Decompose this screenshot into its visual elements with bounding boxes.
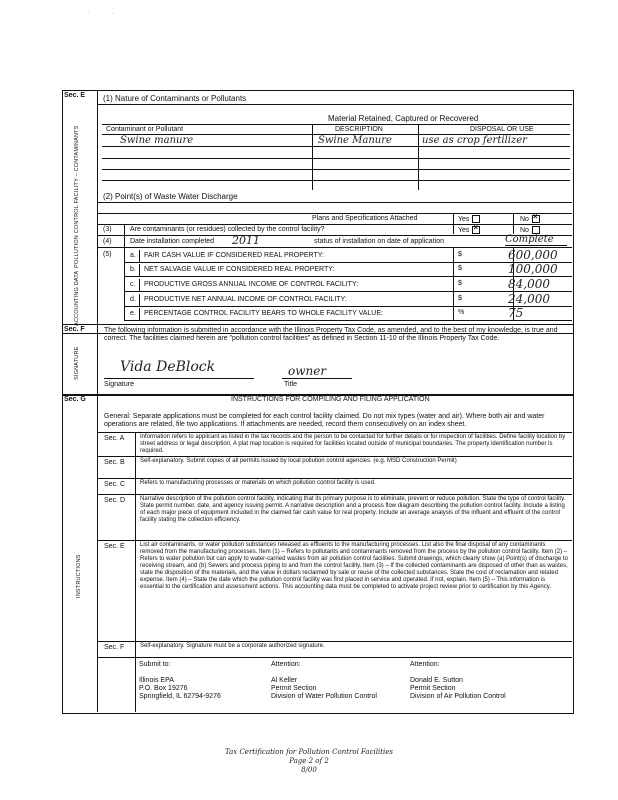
- instruction-row-line: [97, 456, 572, 457]
- q5-letter-divider: [139, 264, 140, 277]
- instruction-row-line: [97, 641, 572, 642]
- address-air: Donald E. Sutton Permit Section Division of Air Pollution Control: [410, 677, 506, 700]
- q3-no[interactable]: No: [520, 226, 540, 235]
- q3-text: Are contaminants (or residues) collected by the control facility?: [130, 226, 325, 233]
- item1-title: (1) Nature of Contaminants or Pollutants: [103, 94, 247, 103]
- row1-disposal: use as crop fertilizer: [422, 135, 527, 146]
- q5-num: (5): [103, 251, 112, 258]
- instruction-row-line: [97, 432, 572, 433]
- col-disposal: DISPOSAL OR USE: [470, 126, 534, 133]
- q5-letter: b.: [130, 266, 136, 273]
- item2-title: (2) Point(s) of Waste Water Discharge: [103, 192, 238, 201]
- q5-value: 600,000: [508, 248, 558, 262]
- sec-f-label: Sec. F: [64, 326, 85, 333]
- q5-letter-divider: [139, 279, 140, 292]
- signature-label: Signature: [104, 381, 134, 388]
- q5-row-line: [124, 276, 572, 277]
- q5-letter: e.: [130, 310, 136, 317]
- sec-g-side-label: INSTRUCTIONS: [76, 554, 82, 598]
- q4-date: 2011: [232, 234, 312, 248]
- q5-value: 24,000: [508, 292, 550, 306]
- sec-e-label: Sec. E: [64, 92, 86, 99]
- q4-text-a: Date installation completed: [130, 238, 215, 245]
- q5-value: 100,000: [508, 262, 558, 276]
- submit-to-label: Submit to:: [139, 661, 171, 668]
- instructions-heading: INSTRUCTIONS FOR COMPILING AND FILING APPLICATION: [231, 396, 430, 403]
- title-value: owner: [288, 364, 327, 378]
- q5-text: FAIR CASH VALUE IF CONSIDERED REAL PROPERTY:: [144, 252, 324, 259]
- q5-unit: $: [458, 280, 462, 287]
- q5-value: 84,000: [508, 277, 550, 291]
- footer: [0, 748, 618, 775]
- general-instructions: General: Separate applications must be completed for each control facility claimed. Do not mix types (water and air). Where both air and water operations are related, file two applications. If attachments are needed, record them consecutively on an index sheet.: [104, 413, 545, 428]
- q3-yes[interactable]: Yes×: [458, 226, 480, 235]
- instruction-text: Self-explanatory. Signature must be a corporate authorized signature.: [140, 643, 325, 649]
- instruction-sec-label: Sec. B: [104, 459, 125, 466]
- sec-e-side-label-2: ACCOUNTING DATA: [74, 270, 80, 326]
- plans-yes[interactable]: Yes: [458, 215, 480, 224]
- q5-row-line: [124, 306, 572, 307]
- instruction-text: Refers to manufacturing processes or materials on which pollution control facility is used.: [140, 480, 376, 486]
- instruction-text: List air contaminants, or water pollution substances released as effluents to the manufacturing processes. List also the final disposal of any contaminants removed from the manufacturing processes. Item (1) – Refers to pollutants and contaminants removed from the process by the pollution control facility. Item (2) – Refers to water pollution but can apply to water-carried wastes from air pollution control facilities. Submit drawings, which clearly show (a) Point(s) of discharge to receiving stream, and (b) Sewers and process piping to and from the control facility. Item (3) – If the collected contaminants are disposed of other than as wastes, state the disposition of the materials, and the value in dollars reclaimed by sale or reuse of the collected substances. State the cost of reclamation and related expense. Item (4) – State the date which the pollution control facility was first placed in service and operated. If not, explain. Item (5) – This information is essential to the certification and assessment actions. This accounting data must be completed to activate project review prior to certification by this Agency.: [140, 542, 568, 590]
- instruction-col-divider: [135, 494, 136, 540]
- instruction-col-divider: [135, 540, 136, 641]
- instruction-sec-label: Sec. F: [104, 644, 125, 651]
- attention-label-2: Attention:: [410, 661, 440, 668]
- instruction-row-line: [97, 540, 572, 541]
- row1-contaminant: Swine manure: [120, 135, 194, 146]
- q5-letter-divider: [139, 308, 140, 321]
- instruction-text: Information refers to applicant as listed in the tax records and the person to be contacted for further details or for inspection of facilities. Define facility location by street address or legal description. A plat map location is required for facilities located outside of municipal boundaries. The property identification number is required.: [140, 434, 566, 454]
- q5-unit: $: [458, 295, 462, 302]
- q4-status: Complete: [505, 234, 567, 246]
- sec-e-side-label-1: POLLUTION CONTROL FACILITY – CONTAMINANTS: [74, 125, 80, 268]
- footer-line-2: Page 2 of 2: [289, 757, 329, 765]
- q5-text: NET SALVAGE VALUE IF CONSIDERED REAL PROPERTY:: [144, 266, 335, 273]
- title-label: Title: [284, 381, 297, 388]
- footer-line-3: 8/00: [301, 766, 317, 774]
- row1-description: Swine Manure: [318, 135, 392, 146]
- instruction-col-divider: [135, 478, 136, 494]
- plans-label: Plans and Specifications Attached: [312, 215, 418, 222]
- address-water: Al Keller Permit Section Division of Water Pollution Control: [271, 677, 377, 700]
- signature: Vida DeBlock: [120, 359, 216, 375]
- q5-text: PERCENTAGE CONTROL FACILITY BEARS TO WHOLE FACILITY VALUE:: [144, 310, 383, 317]
- instruction-sec-label: Sec. C: [104, 481, 126, 488]
- q5-letter: d.: [130, 296, 136, 303]
- instruction-text: Self-explanatory. Submit copies of all permits issued by local pollution control agencies. (e.g. MSD Construction Permit): [140, 458, 457, 464]
- sec-f-text: The following information is submitted in accordance with the Illinois Property Tax Code, as amended, and to the best of my knowledge, is true and correct. The facilities claimed herein are "pollution control facilities" as defined in Section 11-10 of the Illinois Property Tax Code.: [104, 327, 558, 342]
- instruction-text: Narrative description of the pollution control facility, indicating that its primary purpose is to eliminate, prevent or reduce pollution. State the type of control facility. State permit number, date, and agency issuing permit. A narrative description and a process flow diagram describing the pollution control facility. Include a listing of each major piece of equipment included in the claimed fair cash value for real property. Include an average analysis of the influent and effluent of the control facility stating the collection efficiency.: [140, 496, 566, 523]
- instruction-sec-label: Sec. D: [104, 497, 126, 504]
- instruction-col-divider: [135, 456, 136, 478]
- q4-text-b: status of installation on date of application: [314, 238, 444, 245]
- col-contaminant: Contaminant or Pollutant: [106, 126, 184, 133]
- instruction-sec-label: Sec. A: [104, 435, 125, 442]
- instruction-row-line: [97, 478, 572, 479]
- sec-g-label: Sec. G: [64, 396, 86, 403]
- q5-unit: $: [458, 251, 462, 258]
- instruction-sec-label: Sec. E: [104, 543, 125, 550]
- instruction-col-divider: [135, 641, 136, 657]
- q5-value: 75: [508, 306, 524, 320]
- material-header: Material Retained, Captured or Recovered: [328, 114, 479, 123]
- q5-text: PRODUCTIVE GROSS ANNUAL INCOME OF CONTROL FACILITY:: [144, 281, 359, 288]
- q5-letter-divider: [139, 250, 140, 263]
- q4-num: (4): [103, 238, 112, 245]
- q5-row-line: [124, 320, 572, 321]
- sec-f-side-label: SIGNATURE: [74, 346, 80, 380]
- instruction-col-divider: [135, 432, 136, 456]
- q5-row-line: [124, 262, 572, 263]
- scan-speck: .: [88, 8, 90, 14]
- q5-letter: a.: [130, 252, 136, 259]
- q3-num: (3): [103, 226, 112, 233]
- q5-unit: %: [458, 309, 465, 316]
- col-description: DESCRIPTION: [335, 126, 383, 133]
- sec-e-divider: [97, 90, 98, 332]
- q5-letter: c.: [130, 281, 136, 288]
- plans-no[interactable]: No×: [520, 215, 540, 224]
- instruction-row-line: [97, 494, 572, 495]
- q5-unit: $: [458, 265, 462, 272]
- q5-row-line: [124, 291, 572, 292]
- footer-line-1: Tax Certification for Pollution Control Facilities: [224, 748, 394, 756]
- scan-speck: .: [112, 10, 114, 16]
- q5-letter-divider: [139, 294, 140, 307]
- address-epa: Illinois EPA P.O. Box 19276 Springfield, IL 62794-9276: [139, 677, 221, 700]
- attention-label-1: Attention:: [271, 661, 301, 668]
- q5-text: PRODUCTIVE NET ANNUAL INCOME OF CONTROL FACILITY:: [144, 296, 347, 303]
